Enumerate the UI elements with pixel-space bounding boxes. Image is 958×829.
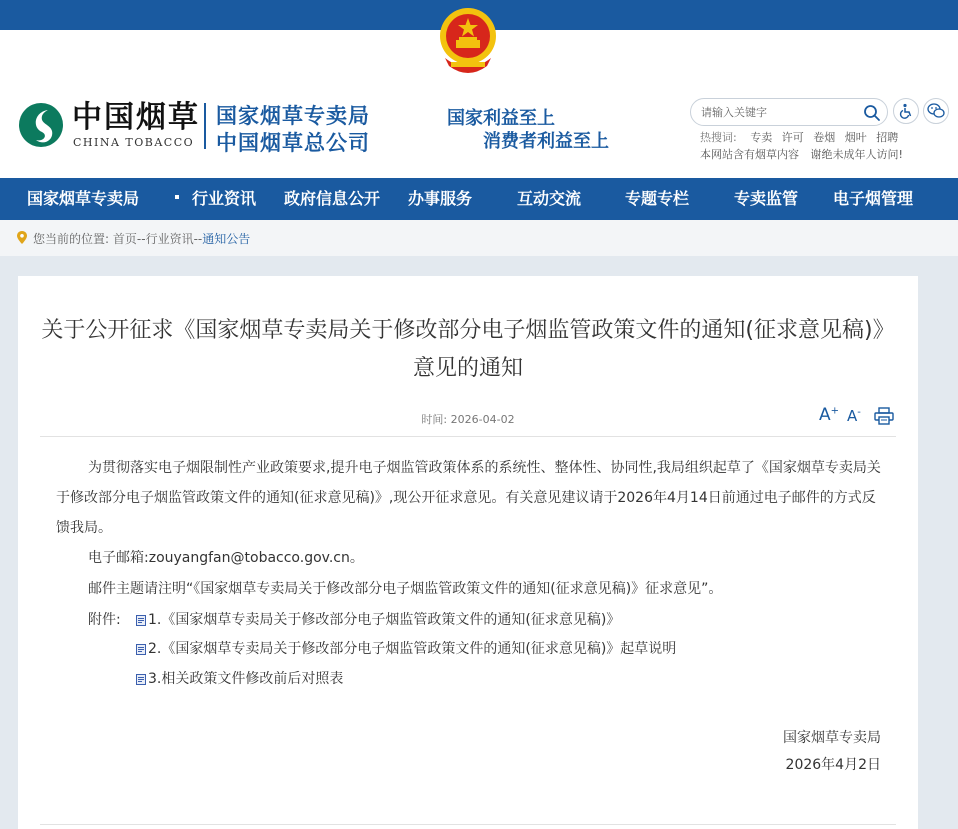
minor-notice [700, 146, 911, 162]
org-name-line1: 国家烟草专卖局 [216, 104, 370, 128]
breadcrumb-section[interactable]: 行业资讯 [145, 232, 194, 246]
font-decrease-button[interactable] [847, 407, 861, 425]
bottom-divider [40, 824, 896, 825]
subject-paragraph: 邮件主题请注明“《国家烟草专卖局关于修改部分电子烟监管政策文件的通知(征求意见稿)》征求意见”。 [88, 581, 723, 597]
document-icon [136, 674, 146, 685]
breadcrumb-home[interactable]: 首页 [112, 232, 137, 246]
print-icon[interactable] [874, 407, 894, 425]
nav-separator [175, 195, 179, 199]
hot-word-link[interactable]: 招聘 [876, 131, 899, 144]
attachment-label: 附件: [88, 612, 121, 628]
nav-item-gov-info[interactable]: 政府信息公开 [284, 189, 381, 208]
attachment-link-1[interactable] [136, 605, 620, 635]
article-title: 关于公开征求《国家烟草专卖局关于修改部分电子烟监管政策文件的通知(征求意见稿)》意见的通知 [41, 318, 895, 381]
font-increase-sign: + [830, 405, 840, 417]
search-icon[interactable] [863, 104, 881, 122]
font-decrease-letter: A [847, 407, 858, 425]
org-name-line2: 中国烟草总公司 [216, 131, 370, 155]
font-increase-button[interactable] [819, 405, 839, 425]
font-decrease-sign: - [857, 407, 861, 418]
nav-item-state-tobacco-bureau[interactable]: 国家烟草专卖局 [27, 189, 140, 208]
hot-word-link[interactable]: 许可 [781, 131, 804, 144]
breadcrumb-separator: -- [193, 232, 203, 246]
attachment-title[interactable]: 2.《国家烟草专卖局关于修改部分电子烟监管政策文件的通知(征求意见稿)》起草说明 [148, 641, 677, 657]
breadcrumb-separator: -- [136, 232, 146, 246]
attachment-title[interactable]: 3.相关政策文件修改前后对照表 [148, 671, 344, 687]
font-increase-letter: A [819, 405, 831, 425]
nav-item-industry-news[interactable]: 行业资讯 [192, 189, 257, 208]
nav-item-e-cigarette[interactable]: 电子烟管理 [833, 189, 914, 208]
article-paragraph: 为贯彻落实电子烟限制性产业政策要求,提升电子烟监管政策体系的系统性、整体性、协同性,我局组织起草了《国家烟草专卖局关于修改部分电子烟监管政策文件的通知(征求意见稿)》,现公开征求意见。有关意见建议请于2026年4月14日前通过电子邮件的方式反馈我局。 [56, 460, 881, 536]
hot-search-row [700, 129, 904, 145]
china-tobacco-logo-icon [18, 98, 64, 152]
signature-org: 国家烟草专卖局 [783, 730, 881, 746]
attachment-link-3[interactable] [136, 664, 343, 694]
signature-date: 2026年4月2日 [785, 757, 881, 773]
accessibility-button[interactable] [893, 98, 919, 124]
logo-english-text: CHINA TOBACCO [73, 136, 195, 149]
title-divider [40, 436, 896, 437]
hot-word-link[interactable]: 卷烟 [813, 131, 836, 144]
nav-item-interaction[interactable]: 互动交流 [517, 189, 582, 208]
tobacco-content-notice: 本网站含有烟草内容 [700, 148, 799, 161]
hot-word-link[interactable]: 烟叶 [844, 131, 867, 144]
publish-date: 2026-04-02 [450, 413, 515, 426]
slogan-line1: 国家利益至上 [447, 108, 555, 129]
slogan-line2: 消费者利益至上 [483, 131, 609, 152]
hot-search-label: 热搜词: [700, 131, 737, 144]
breadcrumb-bar [0, 220, 958, 256]
minor-refusal-notice: 谢绝未成年人访问! [810, 148, 903, 161]
main-nav [0, 178, 958, 220]
breadcrumb-prefix: 您当前的位置: [33, 232, 110, 246]
wechat-button[interactable] [923, 98, 949, 124]
nav-item-topics[interactable]: 专题专栏 [625, 189, 690, 208]
attachment-link-2[interactable] [136, 634, 676, 664]
document-icon [136, 615, 146, 626]
location-pin-icon [17, 231, 27, 244]
nav-item-services[interactable]: 办事服务 [408, 189, 473, 208]
article-meta [18, 411, 918, 427]
nav-item-supervision[interactable]: 专卖监管 [734, 189, 799, 208]
email-paragraph: 电子邮箱:zouyangfan@tobacco.gov.cn。 [88, 550, 364, 566]
article-card [18, 276, 918, 829]
breadcrumb-current[interactable]: 通知公告 [202, 232, 251, 246]
search-box [690, 98, 888, 126]
search-input[interactable] [701, 103, 851, 121]
time-label: 时间: [421, 413, 448, 426]
wheelchair-icon [898, 103, 914, 119]
hot-word-link[interactable]: 专卖 [750, 131, 773, 144]
logo-divider [204, 103, 206, 149]
wechat-icon [927, 103, 945, 119]
logo-chinese-text: 中国烟草 [72, 100, 200, 135]
breadcrumb [33, 230, 250, 247]
document-icon [136, 644, 146, 655]
national-emblem-icon [437, 6, 499, 78]
attachment-title[interactable]: 1.《国家烟草专卖局关于修改部分电子烟监管政策文件的通知(征求意见稿)》 [148, 612, 621, 628]
